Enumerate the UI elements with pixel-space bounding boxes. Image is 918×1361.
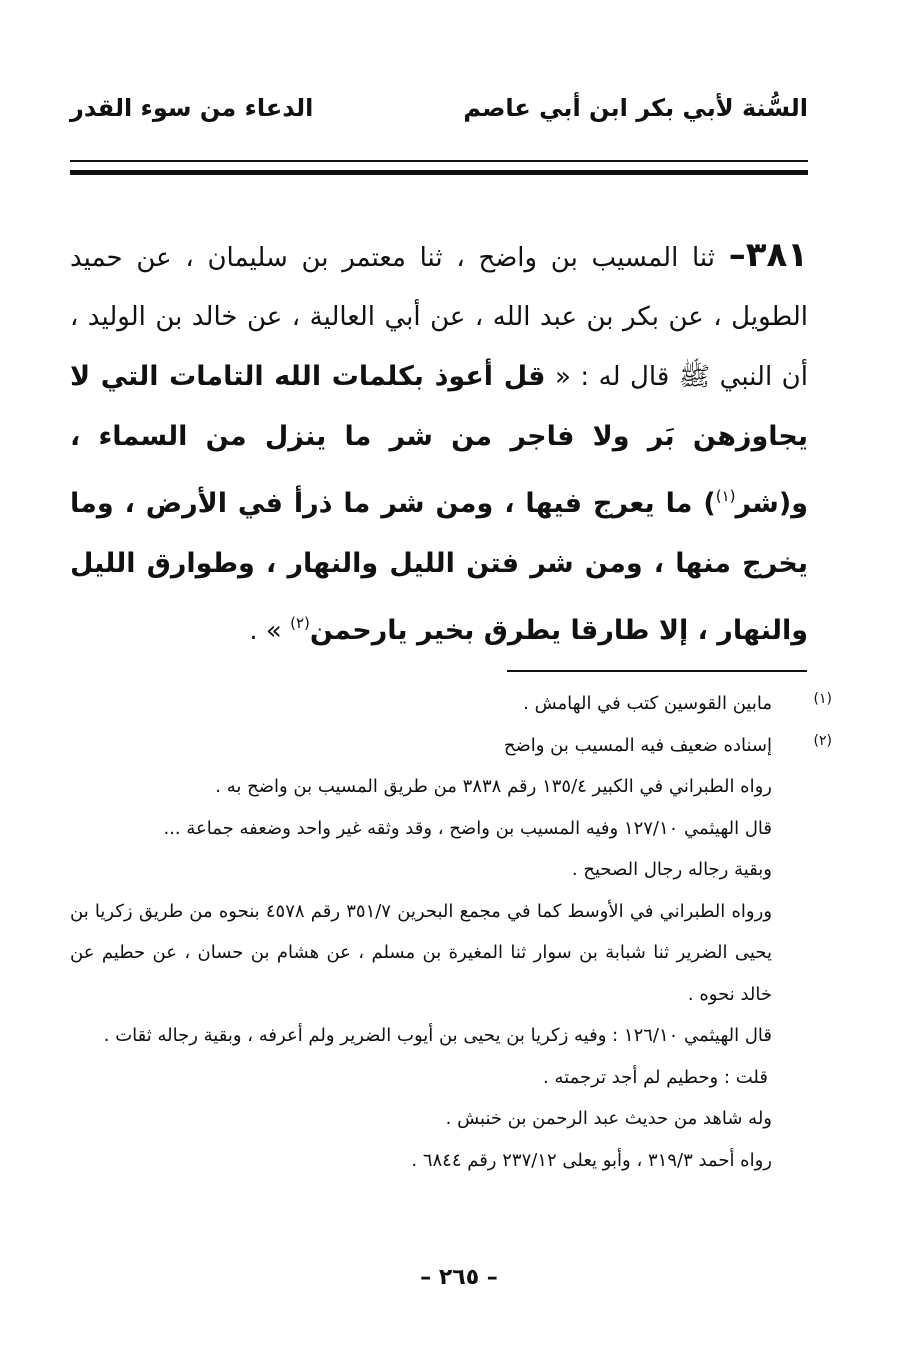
hadith-paragraph <box>70 226 808 661</box>
footnote-2 <box>70 725 832 1182</box>
footnote-marker: (٢) <box>813 732 832 749</box>
running-header <box>70 88 808 128</box>
footnote-line: رواه أحمد ٣١٩/٣ ، وأبو يعلى ٢٣٧/١٢ رقم ٦٨٤٤ . <box>411 1149 772 1171</box>
header-rule-thick <box>70 170 808 175</box>
footnote-line: ورواه الطبراني في الأوسط كما في مجمع البحرين ٣٥١/٧ رقم ٤٥٧٨ بنحوه من طريق زكريا بن يحيى الضرير ثنا شبابة بن سوار ثنا المغيرة بن مسلم ، عن هشام بن حسان ، عن حطيم عن خالد نحوه . <box>70 900 773 1005</box>
hadith-closing: » . <box>249 616 291 646</box>
footnote-separator <box>507 670 807 672</box>
footnote-line: قلت : وحطيم لم أجد ترجمته . <box>543 1066 768 1088</box>
header-rule-thin <box>70 160 808 162</box>
hadith-matn-part2: ) ما يعرج فيها ، ومن شر ما ذرأ في الأرض ، وما يخرج منها ، ومن شر فتن الليل والنهار ، وطوارق الليل والنهار ، إلا طارقا يطرق بخير يارحمن <box>70 488 808 646</box>
footnote-line: قال الهيثمي ١٢٧/١٠ وفيه المسيب بن واضح ، وقد وثقه غير واحد وضعفه جماعة ... <box>163 817 772 839</box>
hadith-text <box>70 226 808 661</box>
page-number: – ٢٦٥ – <box>420 1265 498 1290</box>
footnote-line: مابين القوسين كتب في الهامش . <box>523 693 772 714</box>
footnote-marker: (١) <box>813 691 832 707</box>
footnote-line: وله شاهد من حديث عبد الرحمن بن خنبش . <box>445 1108 772 1129</box>
footnote-line: إسناده ضعيف فيه المسيب بن واضح <box>503 734 772 756</box>
footnote-ref-2[interactable]: (٢) <box>290 614 310 632</box>
footnote-ref-1[interactable]: (١) <box>715 487 736 505</box>
hadith-matn-part1: قل أعوذ بكلمات الله التامات التي لا يجاوزهن بَر ولا فاجر من شر ما ينزل من السماء ، و(شر <box>70 361 808 519</box>
chapter-title: الدعاء من سوء القدر <box>70 94 314 122</box>
footnote-1 <box>70 683 832 725</box>
hadith-isnad: ثنا المسيب بن واضح ، ثنا معتمر بن سليمان ، عن حميد الطويل ، عن بكر بن عبد الله ، عن أبي العالية ، عن خالد بن الوليد ، أن النبي ﷺ قال له : « <box>70 243 808 392</box>
footnote-line: وبقية رجاله رجال الصحيح . <box>571 859 772 880</box>
footnote-line: رواه الطبراني في الكبير ١٣٥/٤ رقم ٣٨٣٨ من طريق المسيب بن واضح به . <box>215 776 772 797</box>
footnote-line: قال الهيثمي ١٢٦/١٠ : وفيه زكريا بن يحيى بن أيوب الضرير ولم أعرفه ، وبقية رجاله ثقات . <box>103 1025 772 1046</box>
hadith-number: ٣٨١– <box>728 235 808 275</box>
footnotes <box>70 683 832 1181</box>
book-title: السُّنة لأبي بكر ابن أبي عاصم <box>463 94 808 122</box>
